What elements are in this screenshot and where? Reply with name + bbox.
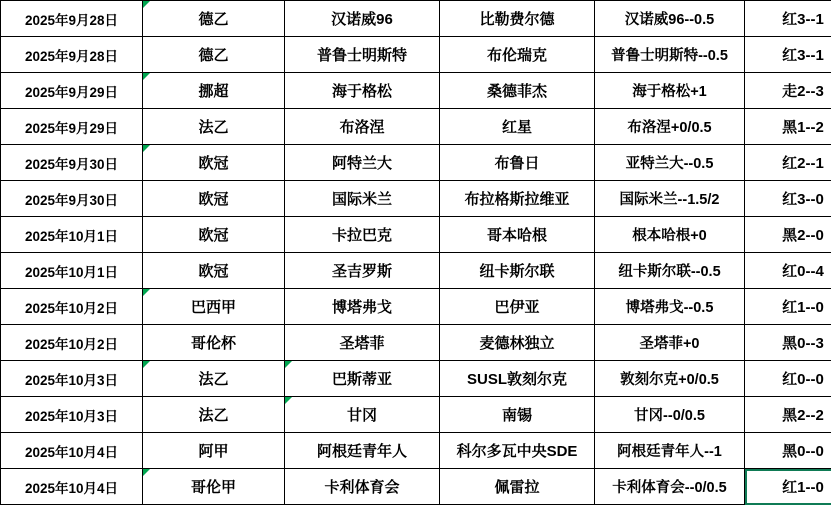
cell-league: 欧冠 [143, 217, 285, 253]
cell-handicap: 根本哈根+0 [595, 217, 745, 253]
table-row [1, 37, 831, 73]
cell-result: 红3--1 [745, 37, 831, 73]
cell-date: 2025年10月2日 [1, 325, 143, 361]
cell-handicap: 汉诺威96--0.5 [595, 1, 745, 37]
cell-result: 走2--3 [745, 73, 831, 109]
cell-home-team: 博塔弗戈 [285, 289, 440, 325]
cell-away-team: 南锡 [440, 397, 595, 433]
cell-away-team: 佩雷拉 [440, 469, 595, 505]
cell-league: 挪超 [143, 73, 285, 109]
table-row [1, 217, 831, 253]
table-row [1, 397, 831, 433]
cell-handicap: 圣塔菲+0 [595, 325, 745, 361]
cell-result: 黑0--3 [745, 325, 831, 361]
cell-away-team: 桑德菲杰 [440, 73, 595, 109]
cell-league: 巴西甲 [143, 289, 285, 325]
cell-handicap: 阿根廷青年人--1 [595, 433, 745, 469]
table-row [1, 73, 831, 109]
cell-home-team: 阿根廷青年人 [285, 433, 440, 469]
cell-league: 法乙 [143, 109, 285, 145]
cell-home-team: 巴斯蒂亚 [285, 361, 440, 397]
cell-result: 红1--0 [745, 289, 831, 325]
cell-date: 2025年9月30日 [1, 181, 143, 217]
cell-handicap: 卡利体育会--0/0.5 [595, 469, 745, 505]
cell-handicap: 亚特兰大--0.5 [595, 145, 745, 181]
cell-league: 阿甲 [143, 433, 285, 469]
cell-away-team: 科尔多瓦中央SDE [440, 433, 595, 469]
cell-away-team: 麦德林独立 [440, 325, 595, 361]
cell-result: 红0--0 [745, 361, 831, 397]
cell-home-team: 甘冈 [285, 397, 440, 433]
table-row [1, 109, 831, 145]
cell-handicap: 布洛涅+0/0.5 [595, 109, 745, 145]
table-row [1, 145, 831, 181]
cell-date: 2025年10月3日 [1, 397, 143, 433]
cell-league: 哥伦杯 [143, 325, 285, 361]
cell-result: 黑2--0 [745, 217, 831, 253]
cell-league: 法乙 [143, 361, 285, 397]
cell-handicap: 博塔弗戈--0.5 [595, 289, 745, 325]
table-row [1, 433, 831, 469]
cell-date: 2025年10月1日 [1, 253, 143, 289]
cell-date: 2025年10月4日 [1, 469, 143, 505]
cell-result: 黑2--2 [745, 397, 831, 433]
cell-date: 2025年9月28日 [1, 37, 143, 73]
table-row [1, 361, 831, 397]
cell-handicap: 甘冈--0/0.5 [595, 397, 745, 433]
cell-home-team: 海于格松 [285, 73, 440, 109]
cell-away-team: 纽卡斯尔联 [440, 253, 595, 289]
table-row [1, 469, 831, 505]
cell-date: 2025年10月1日 [1, 217, 143, 253]
cell-date: 2025年10月4日 [1, 433, 143, 469]
cell-result: 红3--1 [745, 1, 831, 37]
cell-home-team: 布洛涅 [285, 109, 440, 145]
cell-home-team: 卡拉巴克 [285, 217, 440, 253]
cell-league: 欧冠 [143, 145, 285, 181]
cell-league: 哥伦甲 [143, 469, 285, 505]
cell-home-team: 圣吉罗斯 [285, 253, 440, 289]
cell-away-team: 布伦瑞克 [440, 37, 595, 73]
table-row [1, 289, 831, 325]
cell-date: 2025年9月29日 [1, 109, 143, 145]
cell-league: 德乙 [143, 37, 285, 73]
cell-away-team: 哥本哈根 [440, 217, 595, 253]
cell-league: 欧冠 [143, 181, 285, 217]
cell-handicap: 纽卡斯尔联--0.5 [595, 253, 745, 289]
cell-home-team: 普鲁士明斯特 [285, 37, 440, 73]
cell-home-team: 卡利体育会 [285, 469, 440, 505]
cell-result: 红2--1 [745, 145, 831, 181]
cell-away-team: 布拉格斯拉维亚 [440, 181, 595, 217]
cell-handicap: 普鲁士明斯特--0.5 [595, 37, 745, 73]
cell-away-team: SUSL敦刻尔克 [440, 361, 595, 397]
cell-away-team: 比勒费尔德 [440, 1, 595, 37]
cell-home-team: 汉诺威96 [285, 1, 440, 37]
cell-away-team: 布鲁日 [440, 145, 595, 181]
table-row [1, 253, 831, 289]
cell-date: 2025年9月30日 [1, 145, 143, 181]
cell-home-team: 阿特兰大 [285, 145, 440, 181]
table-body [1, 1, 831, 505]
cell-result: 红3--0 [745, 181, 831, 217]
cell-handicap: 海于格松+1 [595, 73, 745, 109]
cell-handicap: 敦刻尔克+0/0.5 [595, 361, 745, 397]
table-row [1, 1, 831, 37]
table-row [1, 181, 831, 217]
cell-home-team: 圣塔菲 [285, 325, 440, 361]
cell-result: 红0--4 [745, 253, 831, 289]
cell-result: 红1--0 [745, 469, 831, 505]
cell-handicap: 国际米兰--1.5/2 [595, 181, 745, 217]
cell-date: 2025年9月28日 [1, 1, 143, 37]
cell-home-team: 国际米兰 [285, 181, 440, 217]
cell-league: 德乙 [143, 1, 285, 37]
cell-league: 欧冠 [143, 253, 285, 289]
table-row [1, 325, 831, 361]
cell-league: 法乙 [143, 397, 285, 433]
cell-date: 2025年10月3日 [1, 361, 143, 397]
cell-away-team: 红星 [440, 109, 595, 145]
cell-result: 黑1--2 [745, 109, 831, 145]
cell-date: 2025年10月2日 [1, 289, 143, 325]
cell-result: 黑0--0 [745, 433, 831, 469]
cell-date: 2025年9月29日 [1, 73, 143, 109]
cell-away-team: 巴伊亚 [440, 289, 595, 325]
